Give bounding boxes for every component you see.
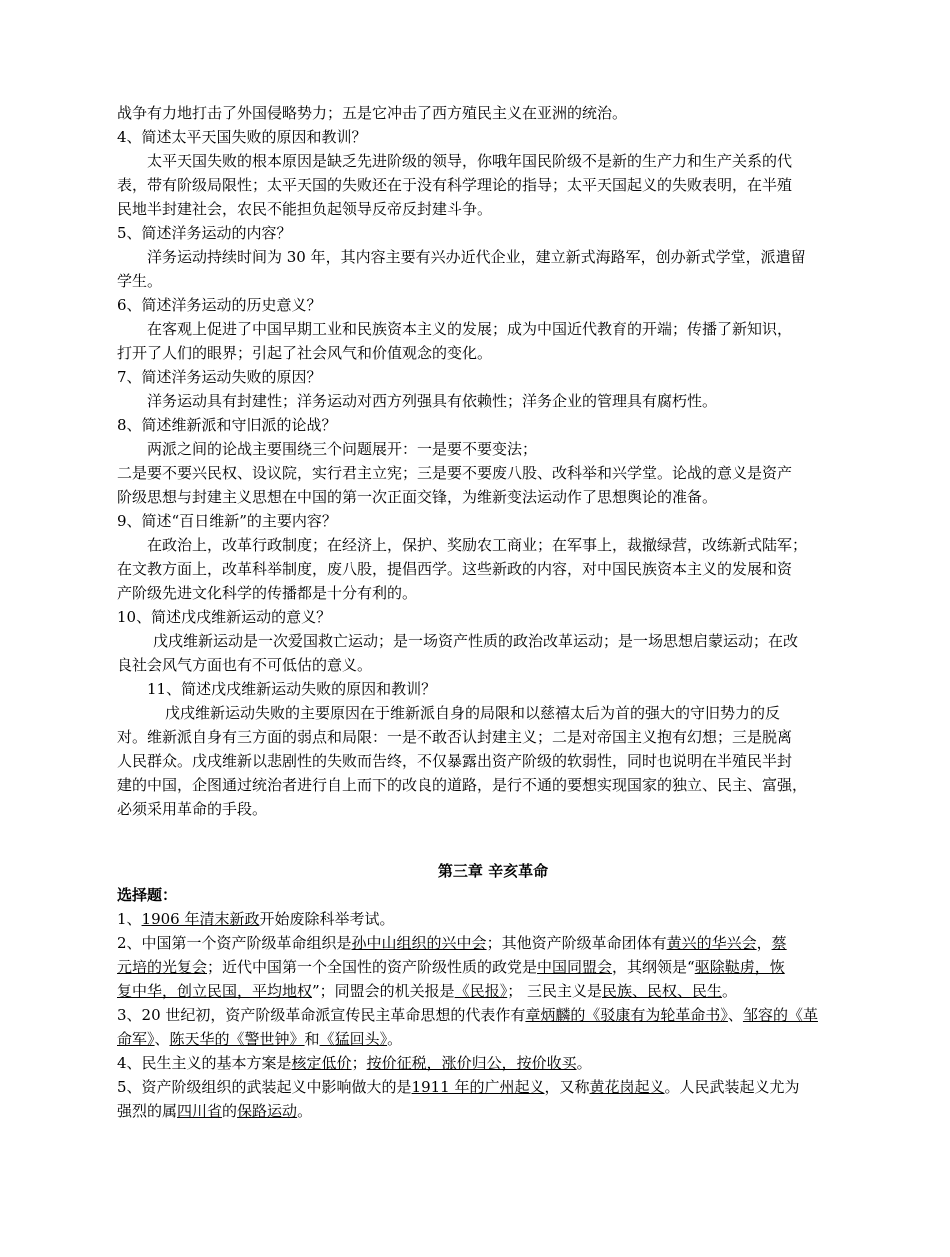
- question-8: 8、简述维新派和守旧派的论战？: [117, 416, 337, 434]
- answer-line: 必须采用革命的手段。: [117, 800, 268, 818]
- answer-line: 戊戌维新运动是一次爱国救亡运动；是一场资产性质的政治改革运动；是一场思想启蒙运动；在改: [153, 632, 799, 650]
- answer-line: 洋务运动具有封建性；洋务运动对西方列强具有依赖性；洋务企业的管理具有腐朽性。: [147, 392, 718, 410]
- question-9: 9、简述“百日维新”的主要内容？: [117, 512, 337, 530]
- document-page: [117, 101, 869, 1123]
- question-4: 4、简述太平天国失败的原因和教训？: [117, 128, 367, 146]
- answer-blank: 复中华，创立民国，平均地权: [117, 982, 313, 1000]
- answer-line: 戊戌维新运动失败的主要原因在于维新派自身的局限和以慈禧太后为首的强大的守旧势力的反: [165, 704, 781, 722]
- choice-item-4: 4、民生主义的基本方案是核定低价；按价征税，涨价归公，按价收买。: [117, 1054, 592, 1072]
- choice-item-3: 3、20 世纪初，资产阶级革命派宣传民主革命思想的代表作有章炳麟的《驳康有为轮革命书》、邹容的《革: [117, 1006, 818, 1024]
- choice-item-5-cont: 强烈的属四川省的保路运动。: [117, 1102, 313, 1120]
- answer-blank: 中国同盟会: [537, 958, 613, 976]
- answer-line: 两派之间的论战主要围绕三个问题展开：一是要不要变法；: [147, 440, 538, 458]
- answer-blank: 驱除鞑虏，恢: [694, 958, 785, 976]
- choice-item-3-cont: 命军》、陈天华的《警世钟》和《猛回头》。: [117, 1030, 403, 1048]
- answer-blank: 黄兴的华兴会: [666, 934, 757, 952]
- answer-line: 太平天国失败的根本原因是缺乏先进阶级的领导，你哦年国民阶级不是新的生产力和生产关系的代: [147, 152, 793, 170]
- answer-line: 良社会风气方面也有不可低估的意义。: [117, 656, 373, 674]
- answer-line: 建的中国，企图通过统治者进行自上而下的改良的道路，是行不通的要想实现国家的独立、民主、富强，: [117, 776, 808, 794]
- answer-line: 人民群众。戊戌维新以悲剧性的失败而告终，不仅暴露出资产阶级的软弱性，同时也说明在半殖民半封: [117, 752, 793, 770]
- answer-line: 对。维新派自身有三方面的弱点和局限：一是不敢否认封建主义；二是对帝国主义抱有幻想；三是脱离: [117, 728, 793, 746]
- answer-blank: 四川省: [177, 1102, 223, 1120]
- answer-blank: 元培的光复会: [117, 958, 208, 976]
- question-5: 5、简述洋务运动的内容？: [117, 224, 292, 242]
- answer-blank: 《民报》: [454, 982, 508, 1000]
- question-7: 7、简述洋务运动失败的原因？: [117, 368, 322, 386]
- answer-line: 在客观上促进了中国早期工业和民族资本主义的发展；成为中国近代教育的开端；传播了新知识，: [147, 320, 793, 338]
- answer-blank: 黄花岗起义: [589, 1078, 665, 1096]
- answer-blank: 按价征税，涨价归公，按价收买: [366, 1054, 577, 1072]
- choice-item-2: 2、中国第一个资产阶级革命组织是孙中山组织的兴中会；其他资产阶级革命团体有黄兴的华兴会，蔡: [117, 934, 787, 952]
- answer-blank: 命军》: [117, 1030, 155, 1048]
- answer-line: 表，带有阶级局限性；太平天国的失败还在于没有科学理论的指导；太平天国起义的失败表明，在半殖: [117, 176, 793, 194]
- answer-line: 学生。: [117, 272, 163, 290]
- answer-blank: 蔡: [771, 934, 787, 952]
- answer-blank: 核定低价: [291, 1054, 352, 1072]
- question-6: 6、简述洋务运动的历史意义？: [117, 296, 322, 314]
- answer-blank: 1911 年的广州起义: [411, 1078, 545, 1096]
- answer-line: 洋务运动持续时间为 30 年，其内容主要有兴办近代企业，建立新式海路军，创办新式学堂，派遣留: [147, 248, 806, 266]
- chapter-title: 第三章 辛亥革命: [437, 862, 549, 880]
- answer-line: 在政治上，改革行政制度；在经济上，保护、奖励农工商业；在军事上，裁撤绿营，改练新式陆军；: [147, 536, 808, 554]
- answer-blank: 《猛回头》: [319, 1030, 388, 1048]
- section-heading: 选择题：: [117, 886, 178, 904]
- answer-line: 产阶级先进文化科学的传播都是十分有利的。: [117, 584, 418, 602]
- answer-line: 打开了人们的眼界；引起了社会风气和价值观念的变化。: [117, 344, 493, 362]
- answer-blank: 保路运动: [237, 1102, 298, 1120]
- answer-blank: 1906 年清末新政: [141, 910, 260, 928]
- question-10: 10、简述戊戌维新运动的意义？: [117, 608, 332, 626]
- answer-blank: 孙中山组织的兴中会: [351, 934, 487, 952]
- choice-item-2-cont: 元培的光复会；近代中国第一个全国性的资产阶级性质的政党是中国同盟会，其纲领是“驱除鞑虏，恢: [117, 958, 785, 976]
- answer-line: 二是要不要兴民权、设议院，实行君主立宪；三是要不要废八股、改科举和兴学堂。论战的意义是资产: [117, 464, 793, 482]
- answer-line: 阶级思想与封建主义思想在中国的第一次正面交锋，为维新变法运动作了思想舆论的准备。: [117, 488, 718, 506]
- answer-blank: 邹容的《革: [742, 1006, 818, 1024]
- choice-item-5: 5、资产阶级组织的武装起义中影响做大的是1911 年的广州起义，又称黄花岗起义。人民武装起义尤为: [117, 1078, 800, 1096]
- choice-item-1: 1、1906 年清末新政开始废除科举考试。: [117, 910, 395, 928]
- answer-blank: 陈天华的《警世钟》: [169, 1030, 305, 1048]
- answer-blank: 章炳麟的《驳康有为轮革命书》: [525, 1006, 728, 1024]
- answer-blank: 民族、民权、民生: [601, 982, 722, 1000]
- choice-item-2-cont: 复中华，创立民国，平均地权”；同盟会的机关报是《民报》； 三民主义是民族、民权、民生。: [117, 982, 738, 1000]
- question-11: 11、简述戊戌维新运动失败的原因和教训？: [147, 680, 437, 698]
- text-line: 战争有力地打击了外国侵略势力；五是它冲击了西方殖民主义在亚洲的统治。: [117, 104, 628, 122]
- answer-line: 在文教方面上，改革科举制度，废八股，提倡西学。这些新政的内容，对中国民族资本主义的发展和资: [117, 560, 793, 578]
- answer-line: 民地半封建社会，农民不能担负起领导反帝反封建斗争。: [117, 200, 493, 218]
